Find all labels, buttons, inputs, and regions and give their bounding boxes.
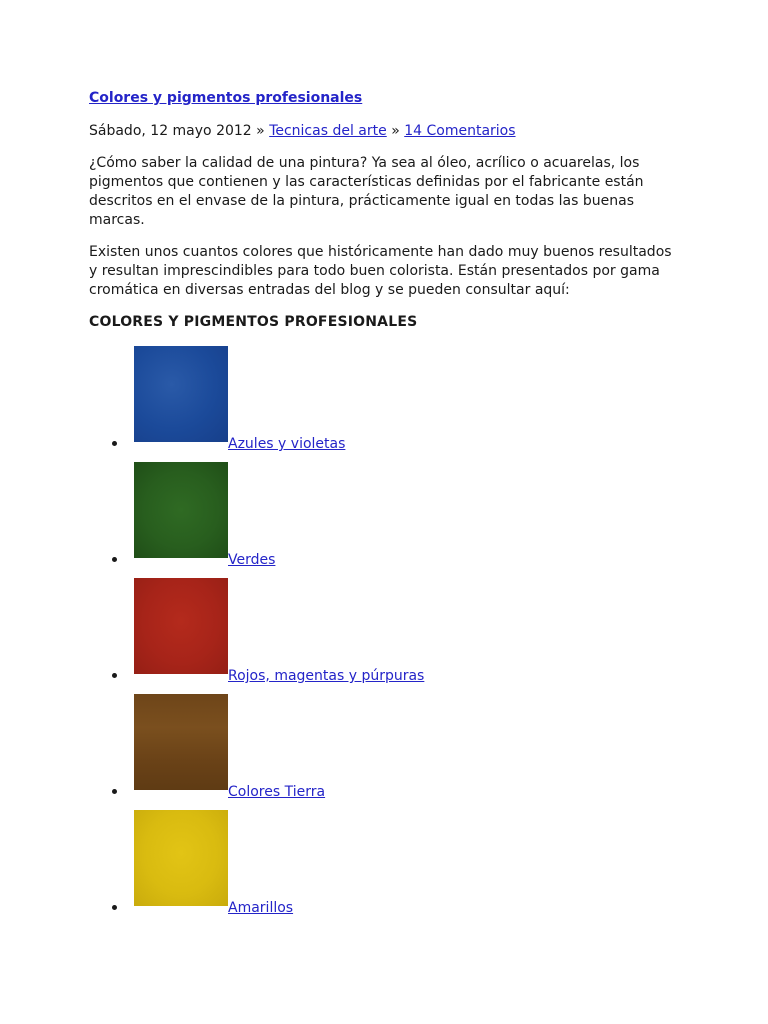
bullet-icon (112, 789, 117, 794)
article-title-link[interactable]: Colores y pigmentos profesionales (89, 90, 363, 106)
comments-link[interactable]: 14 Comentarios (404, 123, 516, 139)
azules-violetas-link[interactable]: Azules y violetas (228, 436, 346, 452)
bullet-icon (112, 557, 117, 562)
bullet-icon (112, 905, 117, 910)
second-paragraph: Existen unos cuantos colores que históricamente han dado muy buenos resultados y resultan imprescindibles para todo buen colorista. Están presentados por gama cromática en diversas entradas del blog y se pueden consultar aquí: (89, 244, 672, 298)
list-item (112, 810, 512, 916)
category-link[interactable]: Tecnicas del arte (269, 123, 387, 139)
red-swatch-image[interactable] (134, 578, 228, 674)
bullet-icon (112, 441, 117, 446)
amarillos-link[interactable]: Amarillos (228, 900, 294, 916)
list-item (112, 694, 512, 800)
green-swatch-image[interactable] (134, 462, 228, 558)
yellow-swatch-image[interactable] (134, 810, 228, 906)
earth-swatch-image[interactable] (134, 694, 228, 790)
verdes-link[interactable]: Verdes (228, 552, 276, 568)
article-meta (89, 123, 516, 139)
meta-separator: » (391, 123, 400, 139)
rojos-magentas-link[interactable]: Rojos, magentas y púrpuras (228, 668, 425, 684)
list-item (112, 578, 512, 684)
blue-swatch-image[interactable] (134, 346, 228, 442)
meta-separator: » (256, 123, 265, 139)
section-heading: COLORES Y PIGMENTOS PROFESIONALES (89, 314, 418, 330)
list-item (112, 346, 512, 452)
colores-tierra-link[interactable]: Colores Tierra (228, 784, 326, 800)
article-date: Sábado, 12 mayo 2012 (89, 123, 252, 139)
list-item (112, 462, 512, 568)
bullet-icon (112, 673, 117, 678)
intro-paragraph: ¿Cómo saber la calidad de una pintura? Ya sea al óleo, acrílico o acuarelas, los pigmentos que contienen y las características definidas por el fabricante están descritos en el envase de la pintura, prácticamente igual en todas las buenas marcas. (89, 155, 644, 228)
